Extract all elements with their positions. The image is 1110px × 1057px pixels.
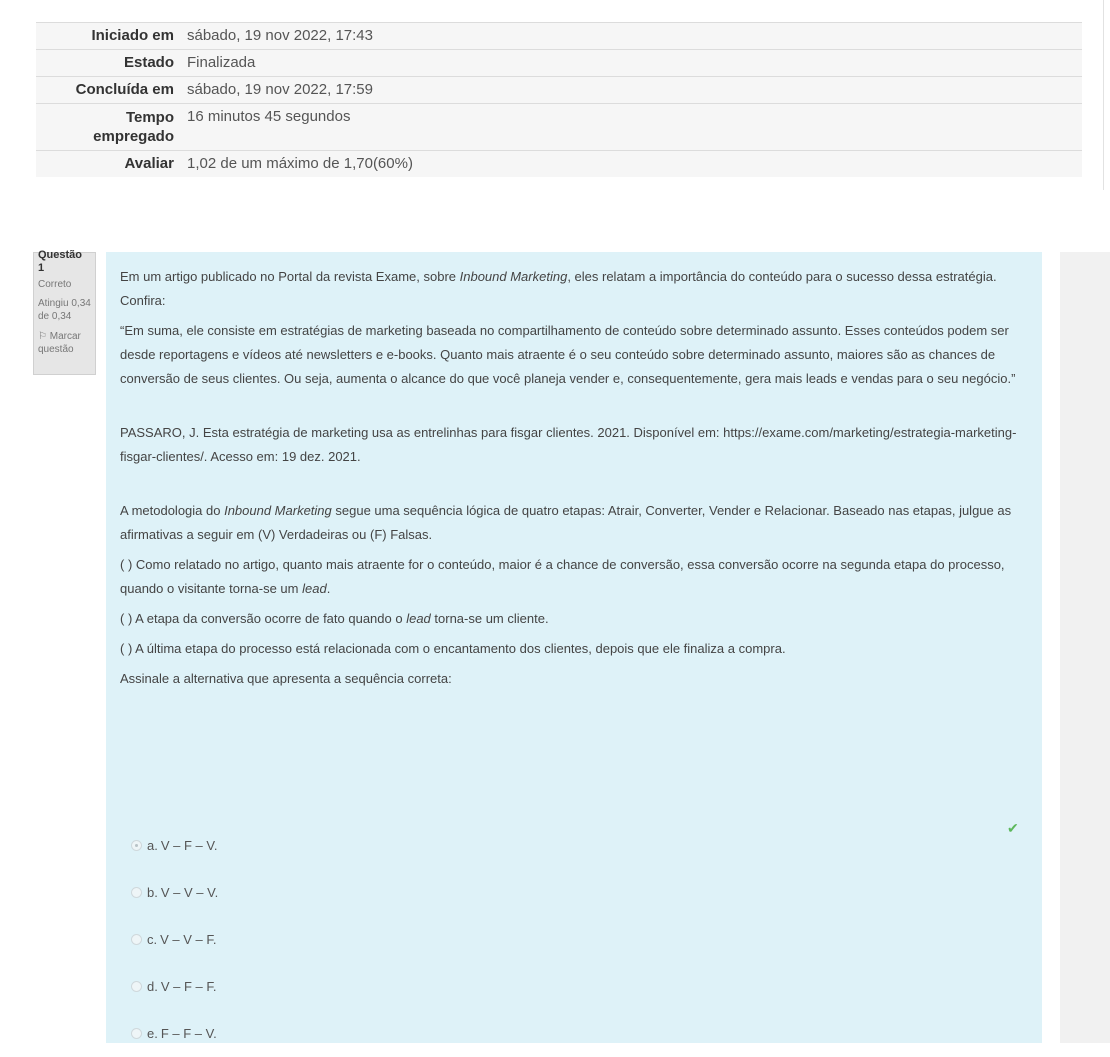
statement-2: ( ) A etapa da conversão ocorre de fato quando o lead torna-se um cliente.	[120, 611, 549, 626]
summary-row	[36, 77, 1082, 104]
option-text: F – F – V.	[160, 1025, 217, 1041]
option-letter: a.	[147, 837, 158, 853]
option-text: V – F – F.	[160, 978, 217, 994]
answer-option-e[interactable]	[131, 1010, 1031, 1057]
answer-option-c[interactable]	[131, 916, 1031, 963]
attempt-summary	[0, 0, 1104, 190]
question-state: Correto	[38, 279, 72, 290]
option-text: V – V – V.	[160, 884, 219, 900]
question-number: Questão 1	[38, 249, 83, 274]
summary-value: Finalizada	[182, 50, 1082, 77]
question-prompt: Assinale a alternativa que apresenta a sequência correta:	[120, 671, 452, 686]
summary-value: 16 minutos 45 segundos	[182, 104, 1082, 151]
summary-label: Estado	[36, 50, 182, 77]
summary-value: 1,02 de um máximo de 1,70(60%)	[182, 151, 1082, 178]
radio-b[interactable]	[131, 887, 142, 898]
question-intro: Em um artigo publicado no Portal da revista Exame, sobre Inbound Marketing, eles relatam a importância do conteúdo para o sucesso dessa estratégia. Confira:	[120, 269, 997, 308]
summary-row	[36, 50, 1082, 77]
answer-option-b[interactable]	[131, 869, 1031, 916]
statement-1: ( ) Como relatado no artigo, quanto mais atraente for o conteúdo, maior é a chance de conversão, essa conversão ocorre na segunda etapa do processo, quando o visitante torna-se um lead.	[120, 557, 1005, 596]
question-reference: PASSARO, J. Esta estratégia de marketing usa as entrelinhas para fisgar clientes. 2021. Disponível em: https://exame.com/marketing/estrategia-marketing-fisgar-clientes/. Acesso em: 19 dez. 2021.	[120, 425, 1017, 464]
correct-check-icon: ✔	[1007, 820, 1019, 836]
flag-question-link[interactable]	[38, 330, 91, 356]
summary-row	[36, 23, 1082, 50]
summary-label: Tempo empregado	[36, 104, 182, 151]
option-letter: e.	[147, 1025, 158, 1041]
summary-label: Iniciado em	[36, 23, 182, 50]
option-text: V – F – V.	[160, 837, 218, 853]
summary-value: sábado, 19 nov 2022, 17:43	[182, 23, 1082, 50]
option-text: V – V – F.	[160, 931, 217, 947]
question-methodology: A metodologia do Inbound Marketing segue uma sequência lógica de quatro etapas: Atrair, Converter, Vender e Relacionar. Baseado nas etapas, julgue as afirmativas a seguir em (V) Verdadeiras ou (F) Falsas.	[120, 503, 1012, 542]
summary-value: sábado, 19 nov 2022, 17:59	[182, 77, 1082, 104]
option-letter: b.	[147, 884, 158, 900]
radio-a[interactable]	[131, 840, 142, 851]
question-grade: Atingiu 0,34 de 0,34	[38, 298, 91, 322]
statement-3: ( ) A última etapa do processo está relacionada com o encantamento dos clientes, depois que ele finaliza a compra.	[120, 641, 786, 656]
answer-option-d[interactable]	[131, 963, 1031, 1010]
option-letter: c.	[147, 931, 158, 947]
summary-row	[36, 151, 1082, 178]
scrollbar-track[interactable]	[1060, 252, 1110, 1043]
summary-row	[36, 104, 1082, 151]
question-quote: “Em suma, ele consiste em estratégias de marketing baseada no compartilhamento de conteúdo sobre determinado assunto. Esses conteúdos podem ser desde reportagens e vídeos até newsletters e e-books. Quanto mais atraente é o seu conteúdo sobre determinado assunto, maiores são as chances de conversão de seus clientes. Ou seja, aumenta o alcance do que você planeja vender e, consequentemente, gera mais leads e vendas para o seu negócio.”	[120, 323, 1016, 386]
radio-e[interactable]	[131, 1028, 142, 1039]
question-info	[33, 249, 96, 375]
summary-table	[36, 22, 1082, 177]
flag-label: Marcar questão	[38, 331, 81, 355]
summary-label: Avaliar	[36, 151, 182, 178]
question-content	[106, 252, 1042, 1043]
radio-d[interactable]	[131, 981, 142, 992]
option-letter: d.	[147, 978, 158, 994]
answer-options	[131, 822, 1031, 1057]
summary-label: Concluída em	[36, 77, 182, 104]
flag-icon: ⚐	[38, 331, 47, 342]
answer-option-a[interactable]	[131, 822, 1031, 869]
radio-c[interactable]	[131, 934, 142, 945]
